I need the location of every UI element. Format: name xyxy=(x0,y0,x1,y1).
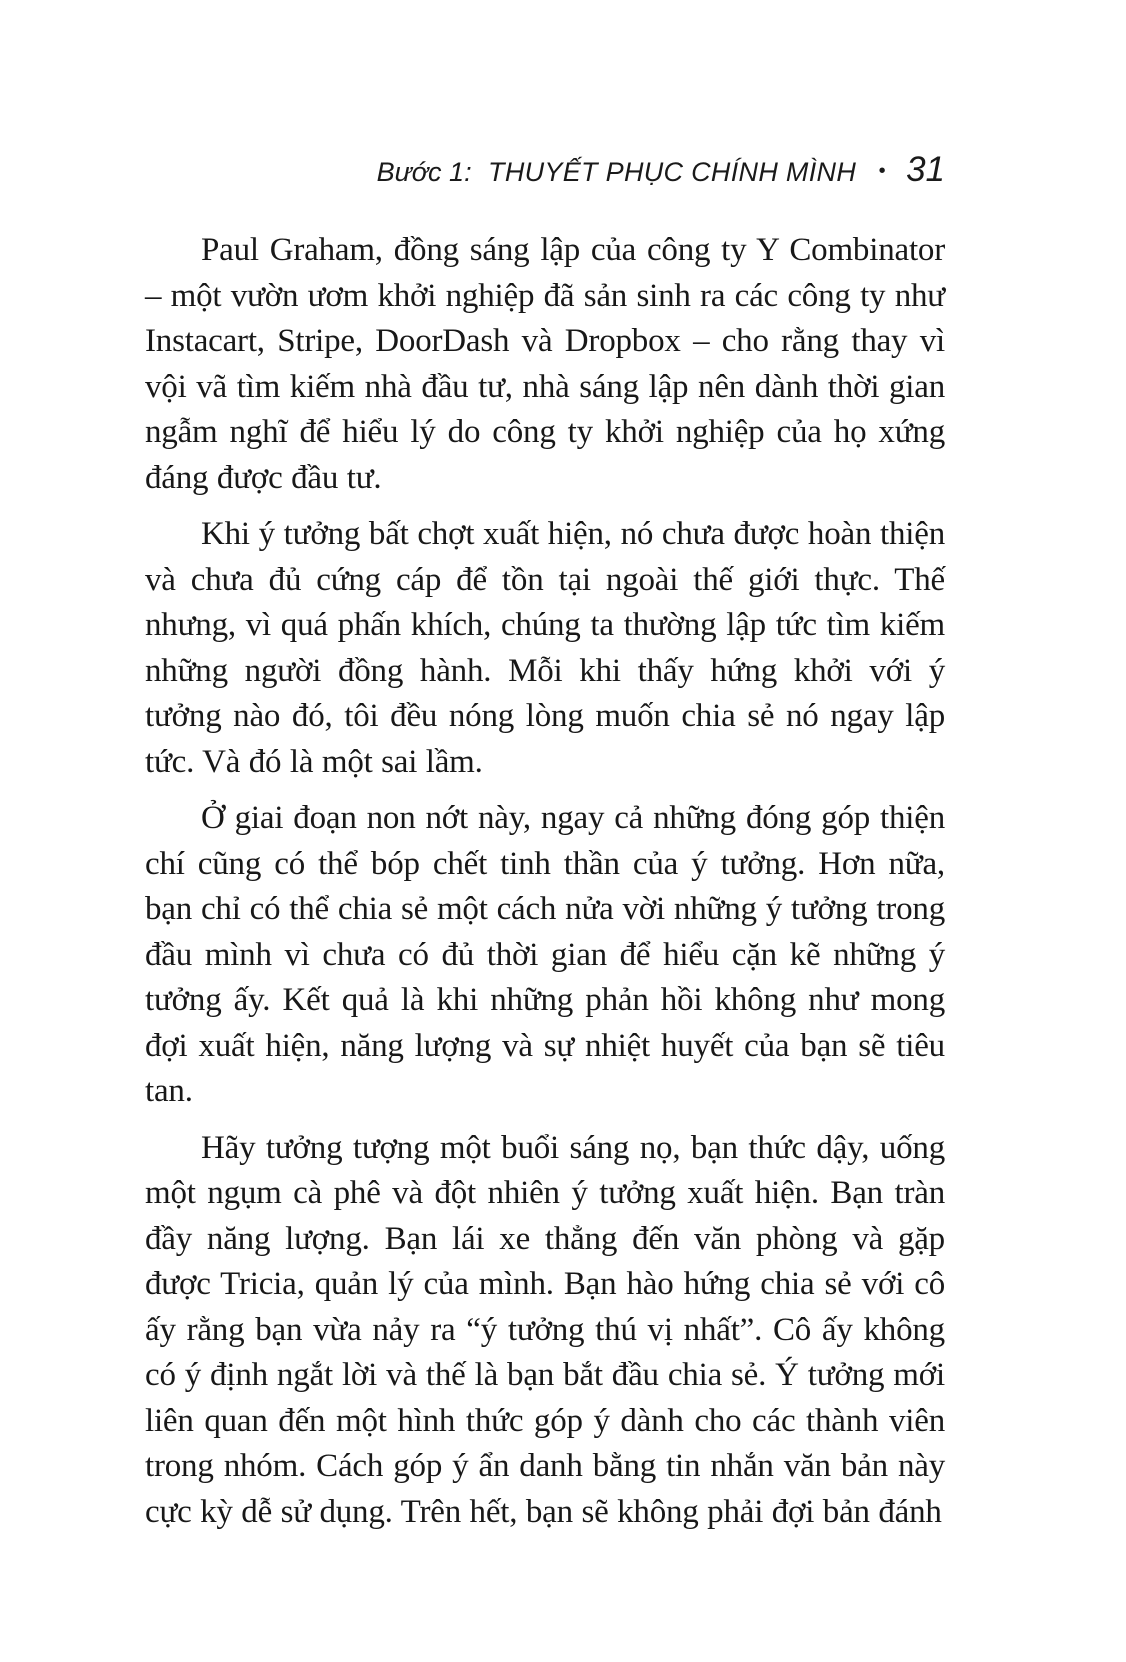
paragraph-3: Ở giai đoạn non nớt này, ngay cả những đóng góp thiện chí cũng có thể bóp chết tinh thần của ý tưởng. Hơn nữa, bạn chỉ có thể chia sẻ một cách nửa vời những ý tưởng trong đầu mình vì chưa có đủ thời gian để hiểu cặn kẽ những ý tưởng ấy. Kết quả là khi những phản hồi không như mong đợi xuất hiện, năng lượng và sự nhiệt huyết của bạn sẽ tiêu tan. xyxy=(145,800,945,1109)
chapter-title: THUYẾT PHỤC CHÍNH MÌNH xyxy=(488,157,857,187)
paragraph-2: Khi ý tưởng bất chợt xuất hiện, nó chưa được hoàn thiện và chưa đủ cứng cáp để tồn tại ngoài thế giới thực. Thế nhưng, vì quá phấn khích, chúng ta thường lập tức tìm kiếm những người đồng hành. Mỗi khi thấy hứng khởi với ý tưởng nào đó, tôi đều nóng lòng muốn chia sẻ nó ngay lập tức. Và đó là một sai lầm. xyxy=(145,516,945,780)
chapter-step-label: Bước 1: xyxy=(376,157,472,187)
paragraph-4: Hãy tưởng tượng một buổi sáng nọ, bạn thức dậy, uống một ngụm cà phê và đột nhiên ý tưởng xuất hiện. Bạn tràn đầy năng lượng. Bạn lái xe thẳng đến văn phòng và gặp được Tricia, quản lý của mình. Bạn hào hứng chia sẻ với cô ấy rằng bạn vừa nảy ra “ý tưởng thú vị nhất”. Cô ấy không có ý định ngắt lời và thế là bạn bắt đầu chia sẻ. Ý tưởng mới liên quan đến một hình thức góp ý dành cho các thành viên trong nhóm. Cách góp ý ẩn danh bằng tin nhắn văn bản này cực kỳ dễ sử dụng. Trên hết, bạn sẽ không phải đợi bản đánh xyxy=(145,1129,945,1530)
page-body xyxy=(145,228,945,1546)
page-number: 31 xyxy=(906,150,945,189)
running-header xyxy=(145,150,945,190)
header-bullet-separator: • xyxy=(878,160,886,182)
paragraph-1: Paul Graham, đồng sáng lập của công ty Y Combinator – một vườn ươm khởi nghiệp đã sản sinh ra các công ty như Instacart, Stripe, DoorDash và Dropbox – cho rằng thay vì vội vã tìm kiếm nhà đầu tư, nhà sáng lập nên dành thời gian ngẫm nghĩ để hiểu lý do công ty khởi nghiệp của họ xứng đáng được đầu tư. xyxy=(145,232,945,496)
